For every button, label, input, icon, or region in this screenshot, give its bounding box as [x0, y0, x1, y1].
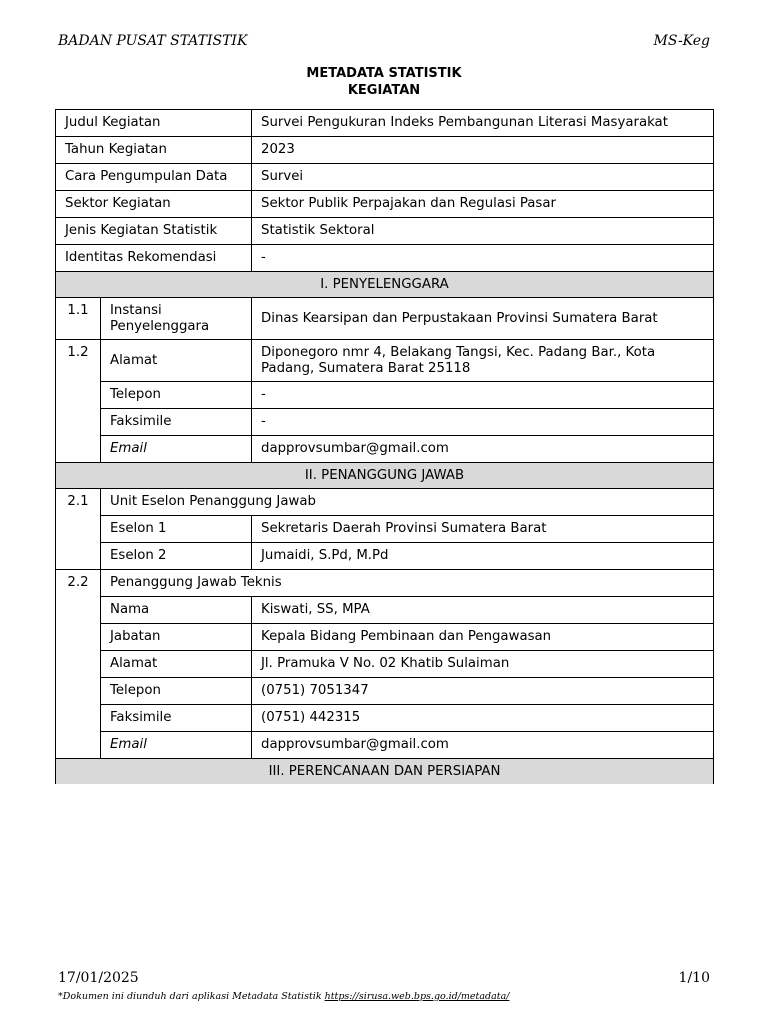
- field-label: Telepon: [101, 382, 252, 409]
- info-value: Statistik Sektoral: [252, 218, 714, 245]
- field-label: Nama: [101, 597, 252, 624]
- table-row: [56, 543, 714, 570]
- field-value: -: [252, 409, 714, 436]
- table-row: [56, 110, 714, 137]
- section-title-penyelenggara: I. PENYELENGGARA: [56, 272, 714, 298]
- table-row: [56, 245, 714, 272]
- field-value: Kiswati, SS, MPA: [252, 597, 714, 624]
- info-label: Tahun Kegiatan: [56, 137, 252, 164]
- info-value: Survei Pengukuran Indeks Pembangunan Literasi Masyarakat: [252, 110, 714, 137]
- item-number: 2.2: [56, 570, 101, 759]
- field-label: Telepon: [101, 678, 252, 705]
- table-row: [56, 597, 714, 624]
- field-label: Eselon 2: [101, 543, 252, 570]
- table-row: [56, 678, 714, 705]
- item-number: 2.1: [56, 489, 101, 570]
- field-label: Faksimile: [101, 409, 252, 436]
- table-row: [56, 489, 714, 516]
- section-header-row: [56, 463, 714, 489]
- table-row: [56, 164, 714, 191]
- info-label: Sektor Kegiatan: [56, 191, 252, 218]
- field-label: Alamat: [101, 340, 252, 382]
- section-title-perencanaan: III. PERENCANAAN DAN PERSIAPAN: [56, 759, 714, 785]
- table-row: [56, 651, 714, 678]
- info-label: Cara Pengumpulan Data: [56, 164, 252, 191]
- field-value: (0751) 442315: [252, 705, 714, 732]
- table-row: [56, 624, 714, 651]
- info-value: -: [252, 245, 714, 272]
- table-row: [56, 218, 714, 245]
- group-label: Penanggung Jawab Teknis: [101, 570, 714, 597]
- footer-page-number: 1/10: [678, 970, 710, 986]
- table-row: [56, 340, 714, 382]
- table-row: [56, 191, 714, 218]
- field-label: Eselon 1: [101, 516, 252, 543]
- document-subtitle: KEGIATAN: [347, 83, 421, 98]
- instansi-label: Instansi Penyelenggara: [101, 298, 252, 340]
- field-value: Sekretaris Daerah Provinsi Sumatera Barat: [252, 516, 714, 543]
- document-title: METADATA STATISTIK: [306, 66, 462, 81]
- field-value: (0751) 7051347: [252, 678, 714, 705]
- footer-note-text: *Dokumen ini diunduh dari aplikasi Metadata Statistik: [58, 991, 325, 1002]
- field-label: Faksimile: [101, 705, 252, 732]
- footer-date: 17/01/2025: [58, 970, 139, 986]
- info-label: Identitas Rekomendasi: [56, 245, 252, 272]
- table-row: [56, 436, 714, 463]
- section-header-row: [56, 759, 714, 785]
- info-label: Jenis Kegiatan Statistik: [56, 218, 252, 245]
- field-value: Diponegoro nmr 4, Belakang Tangsi, Kec. Padang Bar., Kota Padang, Sumatera Barat 25118: [252, 340, 714, 382]
- info-value: 2023: [252, 137, 714, 164]
- table-row: [56, 705, 714, 732]
- metadata-table: [55, 109, 713, 784]
- field-value: Jumaidi, S.Pd, M.Pd: [252, 543, 714, 570]
- section-header-row: [56, 272, 714, 298]
- instansi-value: Dinas Kearsipan dan Perpustakaan Provinsi Sumatera Barat: [252, 298, 714, 340]
- field-label: Jabatan: [101, 624, 252, 651]
- info-label: Judul Kegiatan: [56, 110, 252, 137]
- table-row: [56, 516, 714, 543]
- field-value: Kepala Bidang Pembinaan dan Pengawasan: [252, 624, 714, 651]
- item-number: 1.1: [56, 298, 101, 340]
- section-title-penanggung-jawab: II. PENANGGUNG JAWAB: [56, 463, 714, 489]
- table-row: [56, 570, 714, 597]
- table-row: [56, 298, 714, 340]
- field-value: dapprovsumbar@gmail.com: [252, 732, 714, 759]
- footer-note: [58, 991, 509, 1002]
- header-form-code: MS-Keg: [653, 33, 710, 49]
- info-value: Survei: [252, 164, 714, 191]
- header-agency: BADAN PUSAT STATISTIK: [58, 33, 248, 49]
- field-label: Alamat: [101, 651, 252, 678]
- field-label: Email: [101, 436, 252, 463]
- field-value: -: [252, 382, 714, 409]
- field-value: dapprovsumbar@gmail.com: [252, 436, 714, 463]
- table-row: [56, 732, 714, 759]
- table-row: [56, 137, 714, 164]
- footer-link[interactable]: https://sirusa.web.bps.go.id/metadata/: [324, 991, 510, 1002]
- field-label: Email: [101, 732, 252, 759]
- item-number: 1.2: [56, 340, 101, 463]
- field-value: Jl. Pramuka V No. 02 Khatib Sulaiman: [252, 651, 714, 678]
- info-value: Sektor Publik Perpajakan dan Regulasi Pasar: [252, 191, 714, 218]
- group-label: Unit Eselon Penanggung Jawab: [101, 489, 714, 516]
- table-row: [56, 382, 714, 409]
- table-row: [56, 409, 714, 436]
